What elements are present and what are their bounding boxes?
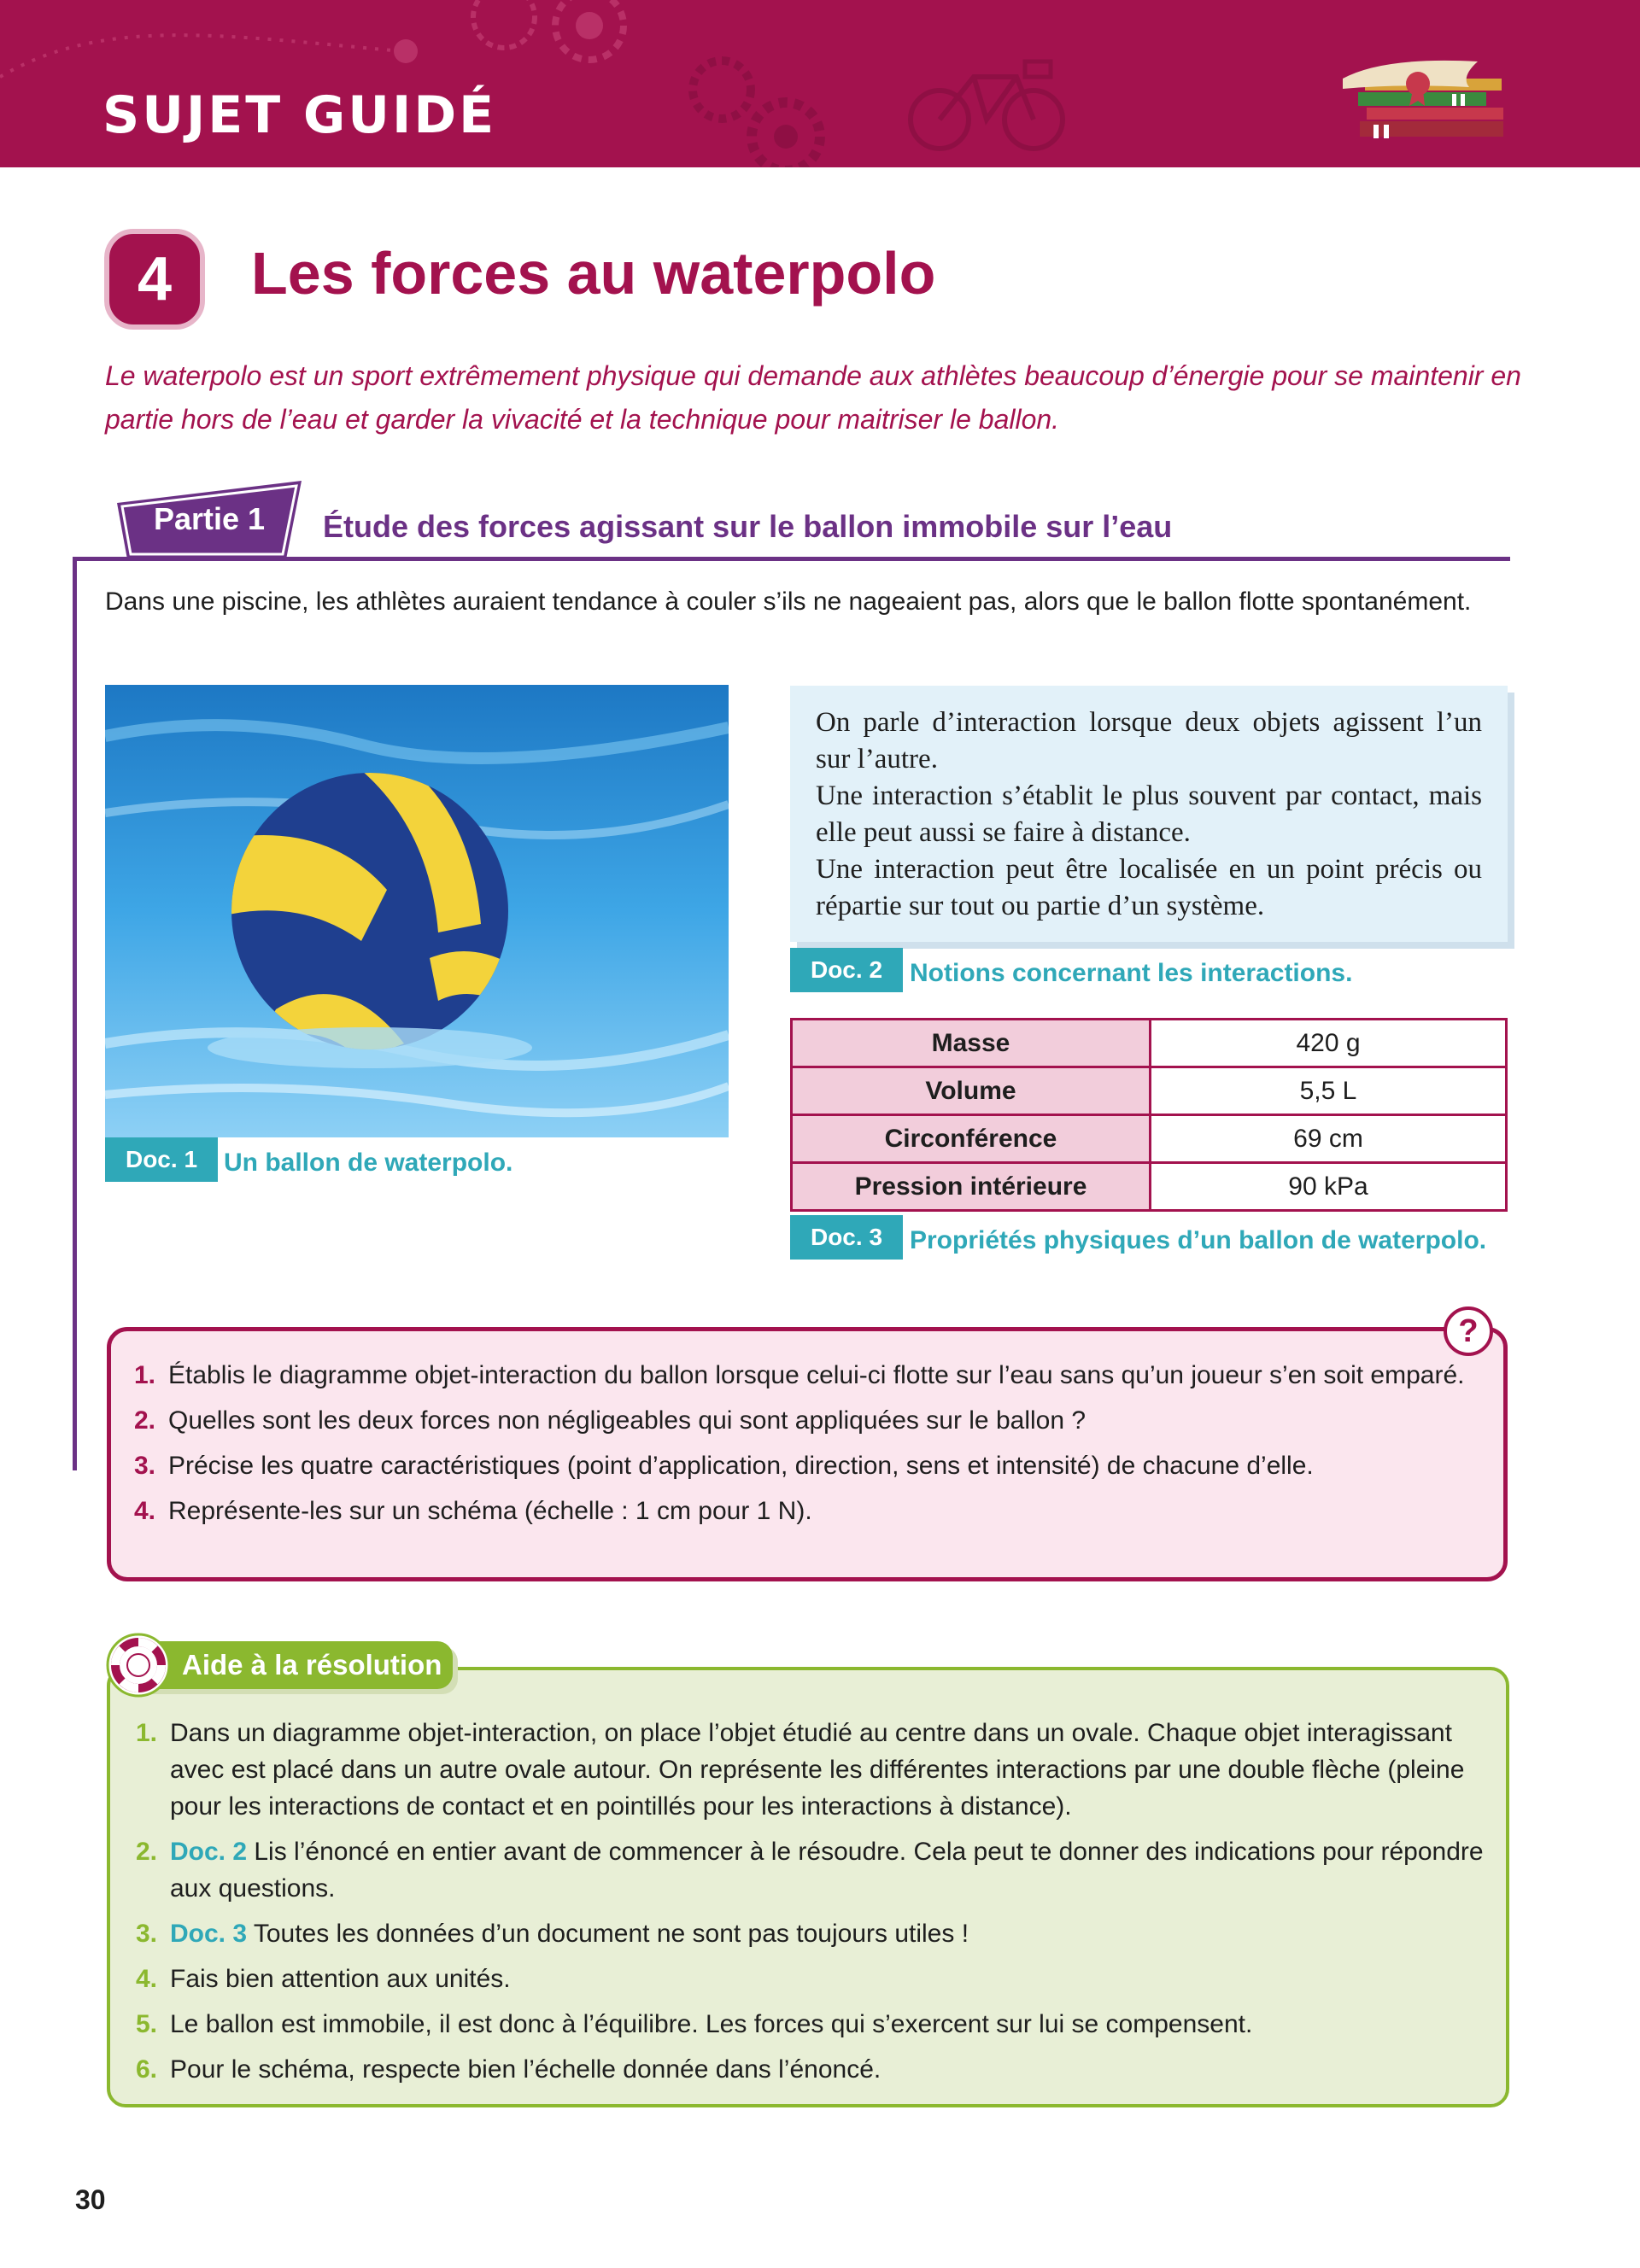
question-number: 4. [134, 1497, 156, 1525]
bicycle-decoration-icon [905, 51, 1076, 154]
help-item [136, 2051, 1485, 2088]
question-item [134, 1447, 1482, 1484]
dotted-path-decoration-icon [0, 0, 427, 94]
question-text: Établis le diagramme objet-interaction du ballon lorsque celui-ci flotte sur l’eau sans qu’un joueur s’en soit emparé. [168, 1361, 1465, 1389]
help-item [136, 1833, 1485, 1907]
property-value: 90 kPa [1151, 1163, 1507, 1211]
doc2-caption: Notions concernant les interactions. [910, 959, 1353, 987]
doc1-caption: Un ballon de waterpolo. [224, 1149, 513, 1177]
question-mark-icon: ? [1444, 1306, 1493, 1356]
gears-decoration-icon [427, 0, 957, 167]
help-number: 6. [136, 2055, 158, 2084]
question-item [134, 1493, 1482, 1529]
table-row [792, 1020, 1507, 1067]
exercise-intro: Le waterpolo est un sport extrêmement physique qui demande aux athlètes beaucoup d’énergie pour se maintenir en partie hors de l’eau et garder la vivacité et la technique pour maitriser le ballon. [105, 360, 1521, 435]
page-number: 30 [75, 2184, 106, 2215]
doc2-tag: Doc. 2 [790, 948, 903, 992]
help-number: 4. [136, 1965, 158, 1993]
property-label: Circonférence [792, 1115, 1151, 1163]
books-diploma-icon [1341, 53, 1512, 161]
questions-box [107, 1327, 1508, 1581]
notion-box [790, 686, 1508, 942]
help-text: Lis l’énoncé en entier avant de commencer à le résoudre. Cela peut te donner des indications pour répondre aux questions. [170, 1838, 1484, 1903]
exercise-title: Les forces au waterpolo [251, 240, 936, 307]
help-title: Aide à la résolution [182, 1649, 442, 1681]
property-label: Pression intérieure [792, 1163, 1151, 1211]
property-value: 420 g [1151, 1020, 1507, 1067]
table-row [792, 1067, 1507, 1115]
help-doc-ref: Doc. 3 [170, 1920, 248, 1948]
help-number: 2. [136, 1838, 158, 1866]
doc1-tag: Doc. 1 [105, 1137, 218, 1182]
part-intro-text: Dans une piscine, les athlètes auraient tendance à couler s’ils ne nageaient pas, alors que le ballon flotte spontanément. [105, 587, 1472, 616]
notion-line: On parle d’interaction lorsque deux objets agissent l’un sur l’autre. [816, 707, 1482, 775]
question-number: 2. [134, 1406, 156, 1435]
help-item [136, 2006, 1485, 2043]
property-label: Volume [792, 1067, 1151, 1115]
properties-table [790, 1018, 1508, 1212]
help-doc-ref: Doc. 2 [170, 1838, 248, 1866]
lifebuoy-icon [105, 1632, 172, 1698]
help-text: Pour le schéma, respecte bien l’échelle donnée dans l’énoncé. [170, 2055, 882, 2084]
table-row [792, 1115, 1507, 1163]
question-text: Représente-les sur un schéma (échelle : 1 cm pour 1 N). [168, 1497, 812, 1525]
help-text: Dans un diagramme objet-interaction, on place l’objet étudié au centre dans un ovale. Chaque objet interagissant avec est placé dans un autre ovale autour. On représente les différentes interactions par une double flèche (pleine pour les interactions de contact et en pointillés pour les interactions à distance). [170, 1719, 1465, 1821]
question-number: 3. [134, 1452, 156, 1480]
help-item [136, 1915, 1485, 1952]
help-number: 3. [136, 1920, 158, 1948]
property-value: 5,5 L [1151, 1067, 1507, 1115]
header-banner [0, 0, 1640, 167]
part-title: Étude des forces agissant sur le ballon immobile sur l’eau [323, 509, 1173, 544]
part-side-rule [73, 557, 77, 1470]
question-text: Précise les quatre caractéristiques (point d’application, direction, sens et intensité) de chacune d’elle. [168, 1452, 1314, 1480]
table-row [792, 1163, 1507, 1211]
banner-title: SUJET GUIDÉ [102, 85, 497, 145]
part-label: Partie 1 [153, 501, 266, 536]
question-text: Quelles sont les deux forces non négligeables qui sont appliquées sur le ballon ? [168, 1406, 1086, 1435]
waterpolo-ball-photo [105, 685, 729, 1137]
question-number: 1. [134, 1361, 156, 1389]
help-item [136, 1961, 1485, 1997]
doc3-caption: Propriétés physiques d’un ballon de waterpolo. [910, 1226, 1487, 1254]
notion-line: Une interaction peut être localisée en un point précis ou répartie sur tout ou partie d’un système. [816, 854, 1482, 921]
help-number: 1. [136, 1719, 158, 1747]
property-label: Masse [792, 1020, 1151, 1067]
part-divider [75, 557, 1510, 561]
exercise-number-badge: 4 [104, 229, 205, 330]
help-box [107, 1667, 1509, 2107]
doc3-tag: Doc. 3 [790, 1215, 903, 1260]
help-item [136, 1715, 1485, 1825]
help-text: Toutes les données d’un document ne sont pas toujours utiles ! [253, 1920, 969, 1948]
help-text: Fais bien attention aux unités. [170, 1965, 511, 1993]
notion-line: Une interaction s’établit le plus souvent par contact, mais elle peut aussi se faire à distance. [816, 780, 1482, 848]
ball-on-water-image [105, 685, 729, 1137]
question-item [134, 1402, 1482, 1439]
help-text: Le ballon est immobile, il est donc à l’équilibre. Les forces qui s’exercent sur lui se compensent. [170, 2010, 1253, 2038]
question-item [134, 1357, 1482, 1394]
property-value: 69 cm [1151, 1115, 1507, 1163]
help-number: 5. [136, 2010, 158, 2038]
